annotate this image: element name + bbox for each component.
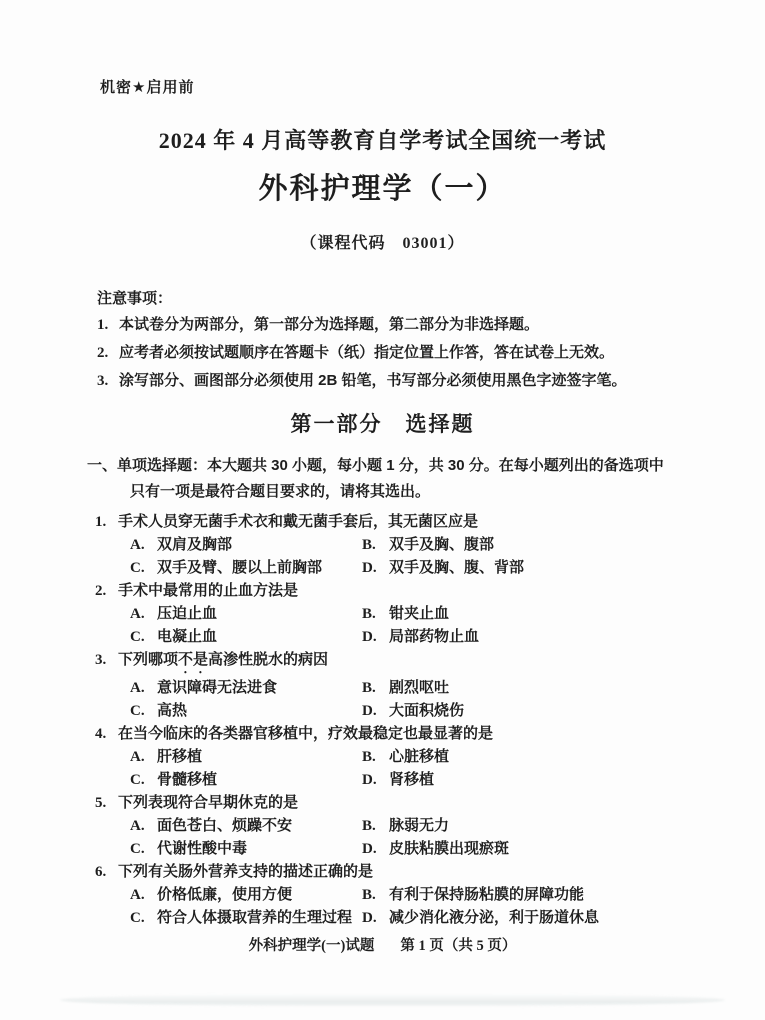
stem-post: 高渗性脱水的病因 [208, 652, 329, 668]
part1-heading: 第一部分 选择题 [290, 413, 475, 436]
option-text: 双肩及胸部 [157, 537, 233, 553]
option-label: A. [130, 537, 145, 553]
option-text: 双手及臂、腰以上前胸部 [157, 560, 323, 576]
stem-emphasized: 不是 [178, 652, 209, 668]
scan-shadow [60, 994, 725, 1006]
question-stem: 手术人员穿无菌手术衣和戴无菌手套后，其无菌区应是 [118, 514, 479, 530]
option-c [130, 907, 362, 930]
option-text: 压迫止血 [157, 606, 218, 622]
option-text: 肝移植 [157, 749, 203, 765]
page-footer [0, 934, 765, 955]
option-text: 局部药物止血 [389, 629, 480, 645]
option-b [362, 884, 725, 907]
option-text: 双手及胸、腹、背部 [389, 560, 525, 576]
notes-heading: 注意事项： [97, 290, 173, 307]
section-intro-line2: 只有一项是最符合题目要求的，请将其选出。 [130, 483, 431, 500]
exam-session-title: 2024 年 4 月高等教育自学考试全国统一考试 [158, 128, 607, 153]
stem-pre: 下列哪项 [118, 652, 179, 668]
question-number: 1. [95, 514, 107, 530]
question-stem: 在当今临床的各类器官移植中，疗效最稳定也最显著的是 [118, 726, 494, 742]
option-text: 剧烈呕吐 [389, 680, 450, 696]
option-text: 减少消化液分泌，利于肠道休息 [389, 910, 600, 926]
option-label: B. [362, 606, 376, 622]
option-d [362, 626, 725, 649]
option-text: 双手及胸、腹部 [389, 537, 495, 553]
option-c [130, 557, 362, 580]
option-text: 电凝止血 [157, 629, 218, 645]
option-label: C. [130, 841, 145, 857]
question-number: 5. [95, 795, 107, 811]
option-label: D. [362, 560, 377, 576]
question-block-2 [95, 580, 725, 649]
option-d [362, 557, 725, 580]
question-block-4 [95, 723, 725, 792]
question-block-5 [95, 792, 725, 861]
section-intro-line1: 一、单项选择题：本大题共 30 小题，每小题 1 分，共 30 分。在每小题列出的备选项中 [87, 457, 664, 474]
option-a [130, 815, 362, 838]
option-label: D. [362, 703, 377, 719]
option-text: 皮肤粘膜出现瘀斑 [389, 841, 510, 857]
option-label: B. [362, 818, 376, 834]
question-list [95, 511, 725, 930]
option-c [130, 838, 362, 861]
options-grid [130, 677, 725, 723]
option-c [130, 626, 362, 649]
option-text: 有利于保持肠粘膜的屏障功能 [389, 887, 585, 903]
option-c [130, 769, 362, 792]
note-number: 1. [97, 317, 109, 333]
question-block-6 [95, 861, 725, 930]
question-block-1 [95, 511, 725, 580]
option-label: B. [362, 887, 376, 903]
option-label: C. [130, 629, 145, 645]
option-label: A. [130, 680, 145, 696]
option-b [362, 746, 725, 769]
option-label: C. [130, 560, 145, 576]
option-label: A. [130, 818, 145, 834]
option-label: D. [362, 910, 377, 926]
option-label: C. [130, 772, 145, 788]
option-b [362, 534, 725, 557]
note-item [97, 339, 705, 367]
option-text: 钳夹止血 [389, 606, 450, 622]
option-a [130, 677, 362, 700]
option-label: D. [362, 629, 377, 645]
option-text: 心脏移植 [389, 749, 450, 765]
option-label: A. [130, 606, 145, 622]
option-label: B. [362, 749, 376, 765]
note-text: 应考者必须按试题顺序在答题卡（纸）指定位置上作答，答在试卷上无效。 [119, 344, 615, 361]
question-number: 3. [95, 652, 107, 668]
notes-section [97, 287, 705, 395]
confidential-label: 机密★启用前 [100, 79, 195, 96]
option-a [130, 746, 362, 769]
option-b [362, 603, 725, 626]
option-text: 面色苍白、烦躁不安 [157, 818, 293, 834]
option-label: D. [362, 772, 377, 788]
option-a [130, 884, 362, 907]
option-label: C. [130, 703, 145, 719]
options-grid [130, 534, 725, 580]
question-number: 6. [95, 864, 107, 880]
question-stem [118, 649, 328, 677]
option-text: 肾移植 [389, 772, 435, 788]
footer-page-number: 第 1 页（共 5 页） [400, 938, 517, 954]
option-label: A. [130, 749, 145, 765]
option-label: C. [130, 910, 145, 926]
question-number: 4. [95, 726, 107, 742]
question-stem: 手术中最常用的止血方法是 [118, 583, 299, 599]
option-label: B. [362, 537, 376, 553]
option-d [362, 700, 725, 723]
option-label: A. [130, 887, 145, 903]
option-d [362, 838, 725, 861]
course-code: （课程代码 03001） [300, 235, 465, 252]
note-item [97, 367, 705, 395]
option-b [362, 677, 725, 700]
note-number: 3. [97, 373, 109, 389]
subject-title: 外科护理学（一） [258, 173, 507, 205]
option-text: 高热 [157, 703, 188, 719]
option-text: 大面积烧伤 [389, 703, 465, 719]
option-text: 意识障碍无法进食 [157, 680, 278, 696]
option-text: 骨髓移植 [157, 772, 218, 788]
footer-paper-title: 外科护理学(一)试题 [248, 938, 375, 954]
question-stem: 下列表现符合早期休克的是 [118, 795, 299, 811]
option-label: B. [362, 680, 376, 696]
option-label: D. [362, 841, 377, 857]
option-a [130, 603, 362, 626]
options-grid [130, 603, 725, 649]
note-text: 涂写部分、画图部分必须使用 2B 铅笔，书写部分必须使用黑色字迹签字笔。 [119, 372, 627, 389]
question-stem: 下列有关肠外营养支持的描述正确的是 [118, 864, 374, 880]
option-text: 代谢性酸中毒 [157, 841, 248, 857]
note-number: 2. [97, 345, 109, 361]
option-text: 脉弱无力 [389, 818, 450, 834]
question-block-3 [95, 649, 725, 723]
option-d [362, 769, 725, 792]
options-grid [130, 746, 725, 792]
options-grid [130, 815, 725, 861]
options-grid [130, 884, 725, 930]
note-text: 本试卷分为两部分，第一部分为选择题，第二部分为非选择题。 [119, 316, 540, 333]
option-b [362, 815, 725, 838]
option-a [130, 534, 362, 557]
section-intro [87, 453, 710, 505]
option-text: 符合人体摄取营养的生理过程 [157, 910, 353, 926]
option-d [362, 907, 725, 930]
note-item [97, 311, 705, 339]
option-text: 价格低廉，使用方便 [157, 887, 293, 903]
option-c [130, 700, 362, 723]
question-number: 2. [95, 583, 107, 599]
